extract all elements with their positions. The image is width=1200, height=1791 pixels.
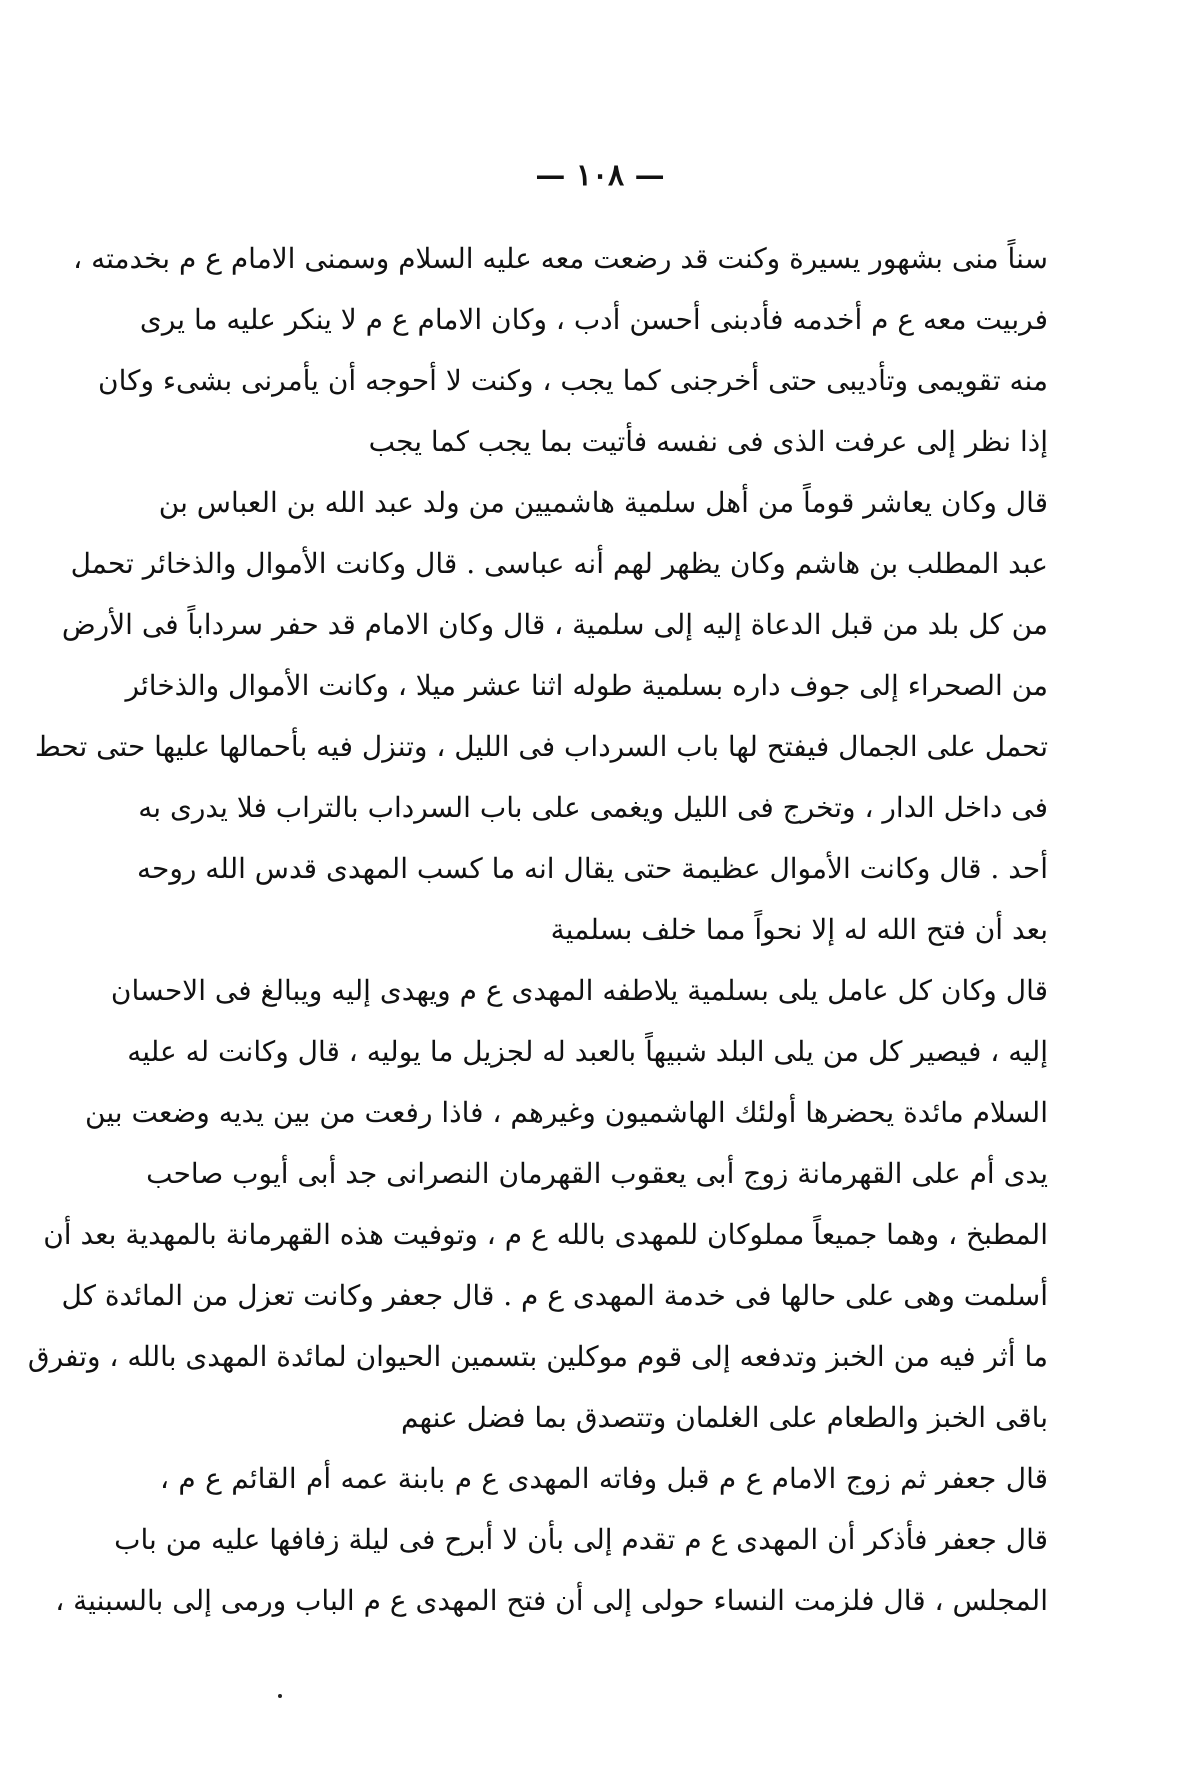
text-line: عبد المطلب بن هاشم وكان يظهر لهم أنه عباسى . قال وكانت الأموال والذخائر تحمل	[70, 547, 1048, 580]
text-line: ما أثر فيه من الخبز وتدفعه إلى قوم موكلين بتسمين الحيوان لمائدة المهدى بالله ، وتفرق	[27, 1340, 1048, 1373]
text-line: فربيت معه ع م أخدمه فأدبنى أحسن أدب ، وكان الامام ع م لا ينكر عليه ما يرى	[139, 303, 1048, 336]
page-number: — ١٠٨ —	[535, 158, 665, 193]
paragraph-1	[73, 228, 1048, 472]
text-line: المجلس ، قال فلزمت النساء حولى إلى أن فتح المهدى ع م الباب ورمى إلى بالسبنية ،	[55, 1584, 1048, 1617]
paragraph-4	[55, 1448, 1048, 1631]
text-line: سناً منى بشهور يسيرة وكنت قد رضعت معه عليه السلام وسمنى الامام ع م بخدمته ،	[73, 242, 1048, 275]
text-line: منه تقويمى وتأديبى حتى أخرجنى كما يجب ، وكنت لا أحوجه أن يأمرنى بشىء وكان	[98, 364, 1048, 397]
text-line: إليه ، فيصير كل من يلى البلد شبيهاً بالعبد له لجزيل ما يوليه ، قال وكانت له عليه	[127, 1035, 1048, 1068]
text-line: فى داخل الدار ، وتخرج فى الليل ويغمى على باب السرداب بالتراب فلا يدرى به	[138, 791, 1048, 824]
ink-speck	[278, 1694, 282, 1698]
text-line: من كل بلد من قبل الدعاة إليه إلى سلمية ، قال وكان الامام قد حفر سرداباً فى الأرض	[61, 608, 1048, 641]
text-line: أسلمت وهى على حالها فى خدمة المهدى ع م . قال جعفر وكانت تعزل من المائدة كل	[61, 1279, 1048, 1312]
text-line: قال جعفر فأذكر أن المهدى ع م تقدم إلى بأن لا أبرح فى ليلة زفافها عليه من باب	[114, 1523, 1048, 1556]
text-line: بعد أن فتح الله له إلا نحواً مما خلف بسلمية	[550, 913, 1048, 946]
text-line: قال جعفر ثم زوج الامام ع م قبل وفاته المهدى ع م بابنة عمه أم القائم ع م ،	[160, 1462, 1048, 1495]
text-line: تحمل على الجمال فيفتح لها باب السرداب فى الليل ، وتنزل فيه بأحمالها عليها حتى تحط	[34, 730, 1048, 763]
text-line: من الصحراء إلى جوف داره بسلمية طوله اثنا عشر ميلا ، وكانت الأموال والذخائر	[125, 669, 1048, 702]
text-line: المطبخ ، وهما جميعاً مملوكان للمهدى بالله ع م ، وتوفيت هذه القهرمانة بالمهدية بعد أن	[43, 1218, 1048, 1251]
text-line: باقى الخبز والطعام على الغلمان وتتصدق بما فضل عنهم	[401, 1401, 1048, 1434]
paragraph-3	[27, 960, 1048, 1448]
text-line: يدى أم على القهرمانة زوج أبى يعقوب القهرمان النصرانى جد أبى أيوب صاحب	[146, 1157, 1048, 1190]
text-line: أحد . قال وكانت الأموال عظيمة حتى يقال انه ما كسب المهدى قدس الله روحه	[137, 852, 1048, 885]
text-line: قال وكان كل عامل يلى بسلمية يلاطفه المهدى ع م ويهدى إليه ويبالغ فى الاحسان	[110, 974, 1048, 1007]
text-line: السلام مائدة يحضرها أولئك الهاشميون وغيرهم ، فاذا رفعت من بين يديه وضعت بين	[85, 1096, 1048, 1129]
text-line: إذا نظر إلى عرفت الذى فى نفسه فأتيت بما يجب كما يجب	[368, 425, 1048, 458]
body-text	[27, 228, 1048, 1631]
text-line: قال وكان يعاشر قوماً من أهل سلمية هاشميين من ولد عبد الله بن العباس بن	[158, 486, 1048, 519]
paragraph-2	[34, 472, 1048, 960]
